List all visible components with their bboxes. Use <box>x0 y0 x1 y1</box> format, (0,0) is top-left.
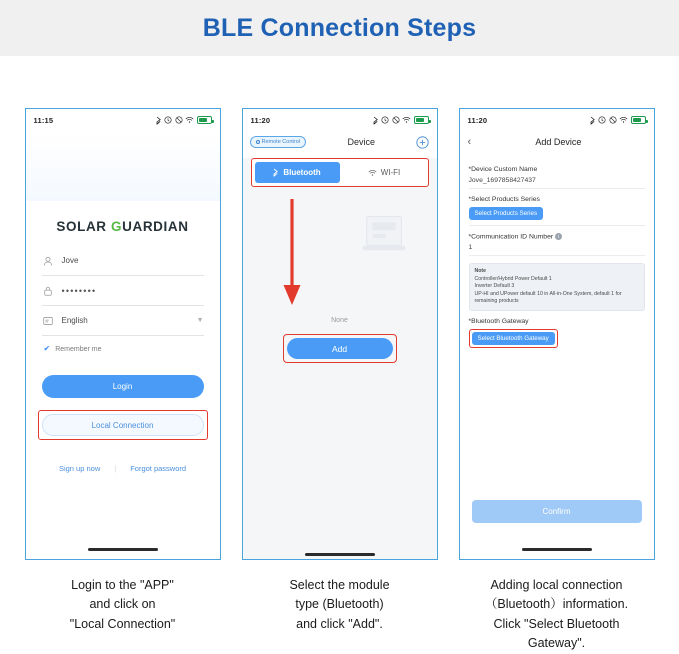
chevron-down-icon: ▼ <box>196 317 204 324</box>
add-device-title: Add Device <box>535 137 582 147</box>
device-body <box>243 158 437 560</box>
status-time: 11:20 <box>467 115 488 125</box>
dnd-icon <box>392 116 400 124</box>
note-box <box>469 263 645 311</box>
remember-me-label: Remember me <box>55 345 102 353</box>
bluetooth-icon <box>373 116 379 125</box>
battery-icon <box>197 116 212 124</box>
local-connection-highlight <box>38 410 208 440</box>
alarm-icon <box>164 116 172 124</box>
down-arrow-icon <box>279 197 305 309</box>
dnd-icon <box>609 116 617 124</box>
remote-icon <box>256 140 260 144</box>
battery-icon <box>414 116 429 124</box>
steps-container <box>0 56 679 560</box>
device-illustration <box>357 207 415 261</box>
login-button[interactable]: Login <box>42 375 204 398</box>
username-value: Jove <box>61 256 79 265</box>
device-nav-bar <box>243 131 437 153</box>
link-divider: | <box>114 464 117 473</box>
username-field[interactable] <box>42 246 204 276</box>
status-icons <box>156 116 212 125</box>
tab-bluetooth[interactable] <box>255 162 340 183</box>
add-device-nav-bar <box>460 131 654 153</box>
logo-highlight: G <box>111 219 123 234</box>
note-line-4: remaining products <box>474 298 519 305</box>
module-type-highlight <box>251 158 429 187</box>
bluetooth-icon <box>156 116 162 125</box>
captions-row <box>0 576 679 654</box>
device-name-input[interactable]: Jove_1697858427437 <box>469 173 645 189</box>
dnd-icon <box>175 116 183 124</box>
device-page-title: Device <box>347 137 376 147</box>
logo-part-2: UARDIAN <box>122 219 189 234</box>
comm-id-label <box>469 233 645 240</box>
note-line-3: UP-HI and UPower default 10 in All-in-One System, default 1 for <box>474 290 622 297</box>
language-value: English <box>61 316 88 325</box>
login-links <box>26 464 220 473</box>
password-field[interactable] <box>42 276 204 306</box>
page-title: BLE Connection Steps <box>202 13 477 42</box>
remote-control-pill[interactable] <box>250 136 307 148</box>
products-series-divider <box>469 225 645 226</box>
status-time: 11:15 <box>33 115 54 125</box>
step-3 <box>459 108 655 560</box>
note-line-2: Inverter Default 3 <box>474 283 515 290</box>
phone-screen-device <box>242 108 438 560</box>
info-icon[interactable]: i <box>555 233 562 240</box>
tab-bluetooth-label: Bluetooth <box>283 168 321 177</box>
remember-me-row[interactable] <box>44 345 202 353</box>
wifi-icon <box>368 169 377 177</box>
device-name-label: *Device Custom Name <box>468 166 538 173</box>
password-value: •••••••• <box>61 285 97 296</box>
wifi-icon <box>185 116 194 124</box>
status-bar <box>460 109 654 131</box>
note-title: Note <box>474 268 487 275</box>
select-products-series-button[interactable]: Select Products Series <box>469 207 544 220</box>
signup-link[interactable]: Sign up now <box>58 464 101 473</box>
phone-screen-add-device <box>459 108 655 560</box>
caption-step-2: Select the module type (Bluetooth) and click "Add". <box>289 578 390 631</box>
caption-step-1: Login to the "APP" and click on "Local Connection" <box>69 578 176 631</box>
bluetooth-gateway-label: *Bluetooth Gateway <box>468 317 529 325</box>
page-header <box>0 0 679 56</box>
tab-wifi-label: WI-FI <box>380 168 401 177</box>
status-bar <box>26 109 220 131</box>
status-time: 11:20 <box>250 115 271 125</box>
note-line-1: Controller/Hybrid Power Default 1 <box>474 275 552 282</box>
home-indicator <box>522 548 592 551</box>
empty-state-label: None <box>331 317 348 324</box>
comm-id-label-text: *Communication ID Number <box>468 233 554 241</box>
language-selector[interactable] <box>42 306 204 336</box>
app-logo <box>26 219 220 234</box>
module-type-tabs <box>253 160 427 185</box>
add-button-highlight <box>283 334 397 363</box>
local-connection-button[interactable]: Local Connection <box>42 414 204 436</box>
home-indicator <box>88 548 158 551</box>
add-device-form <box>460 153 654 348</box>
wifi-icon <box>619 116 628 124</box>
tab-wifi[interactable] <box>342 160 427 185</box>
lock-icon <box>42 285 54 297</box>
bluetooth-icon <box>590 116 596 125</box>
logo-part-1: SOLAR <box>56 219 112 234</box>
caption-step-3: Adding local connection （Bluetooth）information. Click "Select Bluetooth Gateway". <box>484 578 629 651</box>
step-2 <box>242 108 438 560</box>
bluetooth-icon <box>273 168 279 177</box>
confirm-button[interactable]: Confirm <box>472 500 642 523</box>
battery-icon <box>631 116 646 124</box>
products-series-label: *Select Products Series <box>468 196 540 203</box>
user-icon <box>42 255 54 267</box>
remote-control-label: Remote Control <box>261 139 301 145</box>
select-bluetooth-gateway-button[interactable]: Select Bluetooth Gateway <box>472 332 555 345</box>
add-button[interactable]: Add <box>287 338 393 359</box>
gateway-button-highlight <box>469 329 558 348</box>
phone-screen-login <box>25 108 221 560</box>
status-bar <box>243 109 437 131</box>
login-hero <box>26 131 220 201</box>
chevron-left-icon[interactable]: ‹ <box>467 136 472 148</box>
check-icon: ✔ <box>43 344 51 353</box>
home-indicator <box>305 553 375 556</box>
alarm-icon <box>598 116 606 124</box>
status-icons <box>590 116 646 125</box>
illustration-area <box>243 193 437 323</box>
status-icons <box>373 116 429 125</box>
forgot-password-link[interactable]: Forgot password <box>130 464 187 473</box>
language-icon <box>42 315 54 327</box>
alarm-icon <box>381 116 389 124</box>
plus-circle-icon[interactable] <box>416 136 429 149</box>
comm-id-input[interactable]: 1 <box>469 240 645 256</box>
step-1 <box>25 108 221 560</box>
wifi-icon <box>402 116 411 124</box>
login-fields <box>26 246 220 336</box>
